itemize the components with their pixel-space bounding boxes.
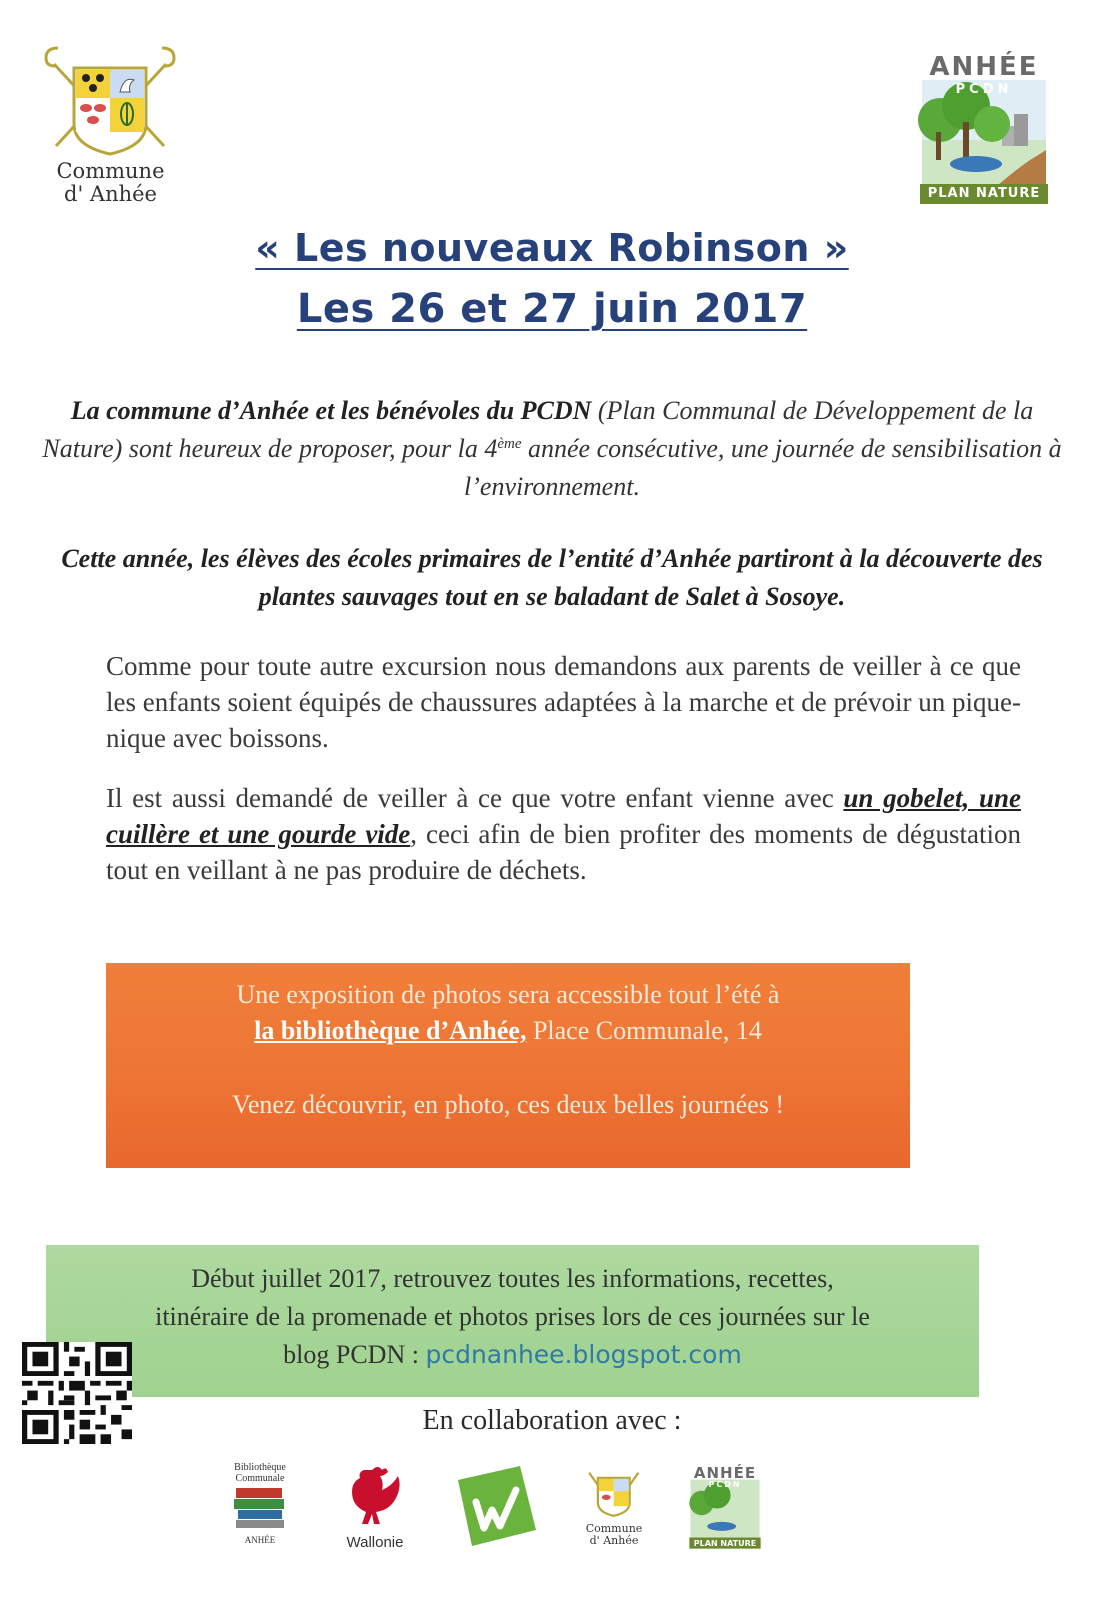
small-pcdn-banner: PLAN NATURE: [693, 1539, 757, 1548]
expo-place: Place Communale, 14: [526, 1016, 762, 1045]
partner-wallonie-logo: [338, 1462, 412, 1552]
title-line1: « Les nouveaux Robinson »: [255, 226, 849, 270]
blog-prefix: blog PCDN :: [283, 1340, 426, 1369]
intro-paragraph: [40, 392, 1064, 506]
collaboration-label: En collaboration avec :: [422, 1405, 682, 1436]
exhibition-box: [106, 963, 910, 1168]
biblio-line1: Bibliothèque: [234, 1462, 286, 1473]
pcdn-banner-text: PLAN NATURE: [927, 186, 1041, 201]
small-commune-text: [576, 1523, 652, 1547]
title-line2: Les 26 et 27 juin 2017: [296, 286, 808, 332]
instructions-paragraph: Comme pour toute autre excursion nous demandons aux parents de veiller à ce que les enfants soient équipés de chaussures adaptées à la marche et de prévoir un pique-nique avec boissons.: [106, 651, 1021, 753]
books-icon: [228, 1484, 292, 1530]
partner-green-w-logo: [448, 1462, 540, 1550]
intro-sup: ème: [497, 436, 522, 452]
small-pcdn-brand: ANHÉE: [693, 1464, 757, 1482]
partner-pcdn-logo: [684, 1464, 766, 1552]
small-commune-line1: Commune: [585, 1522, 643, 1535]
expo-line1: Une exposition de photos sera accessible tout l’été à: [236, 980, 780, 1009]
blog-info-box: [46, 1245, 979, 1397]
expo-line3: Venez découvrir, en photo, ces deux belles journées !: [232, 1090, 784, 1119]
wallonie-text: Wallonie: [346, 1534, 404, 1551]
pcdn-sub-text: PCDN: [955, 82, 1013, 97]
highlight-paragraph: Cette année, les élèves des écoles primaires de l’entité d’Anhée partiront à la découverte des plantes sauvages tout en se baladant de Salet à Sosoye.: [61, 544, 1043, 611]
commune-name-line1: Commune: [56, 159, 165, 183]
small-commune-line2: d' Anhée: [589, 1534, 639, 1547]
intro-text-a: (Plan Communal de Développement de la Nature) sont heureux de proposer, pour la 4: [42, 396, 1034, 463]
biblio-line3: ANHÉE: [244, 1535, 276, 1545]
equipment-text-b: , ceci afin de bien profiter des moments de dégustation tout en veillant à ne pas produire de déchets.: [106, 819, 1021, 885]
equipment-items: un gobelet, une cuillère et une gourde vide: [106, 783, 1021, 849]
coat-of-arms-icon: [38, 42, 183, 167]
green-w-icon: [448, 1462, 540, 1550]
blog-line2: itinéraire de la promenade et photos prises lors de ces journées sur le: [155, 1302, 870, 1331]
library-link[interactable]: la bibliothèque d’Anhée,: [254, 1016, 527, 1045]
partner-bibliotheque-logo: [228, 1462, 292, 1548]
rooster-icon: [338, 1462, 412, 1532]
page-title: [0, 222, 1104, 332]
partner-commune-logo: [582, 1466, 646, 1550]
small-pcdn-sub: PCDN: [708, 1480, 742, 1489]
intro-bold: La commune d’Anhée et les bénévoles du PCDN: [70, 396, 592, 425]
pcdn-plan-nature-logo: [918, 52, 1050, 210]
biblio-line2: Communale: [235, 1473, 285, 1484]
pcdn-brand-text: ANHÉE: [929, 52, 1039, 82]
blog-url-link[interactable]: pcdnanhee.blogspot.com: [425, 1340, 742, 1369]
blog-line1: Début juillet 2017, retrouvez toutes les informations, recettes,: [191, 1264, 834, 1293]
commune-anhee-logo: [38, 42, 183, 212]
commune-name-line2: d' Anhée: [64, 182, 157, 206]
equipment-paragraph: [106, 780, 1021, 888]
equipment-text-a: Il est aussi demandé de veiller à ce que votre enfant vienne avec: [106, 783, 844, 813]
intro-text-b: année consécutive, une journée de sensibilisation à l’environnement.: [464, 434, 1062, 501]
small-coat-of-arms-icon: [582, 1466, 646, 1522]
